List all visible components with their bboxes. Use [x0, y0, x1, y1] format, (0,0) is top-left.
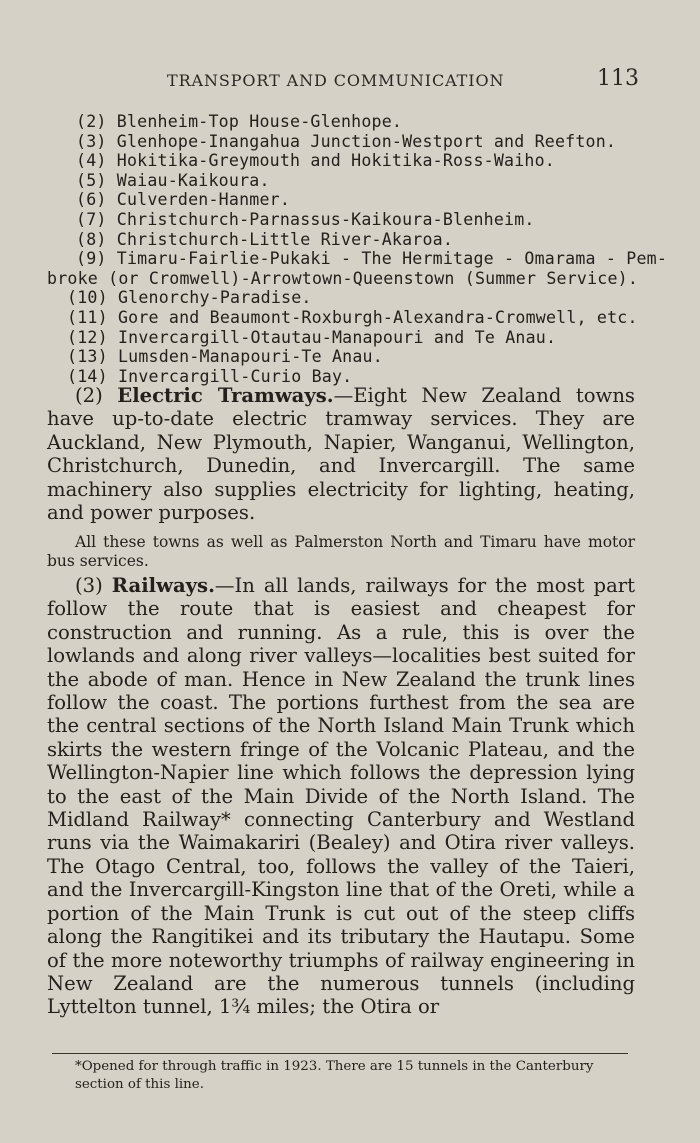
route-text: Waiau-Kaikoura. — [116, 170, 270, 190]
route-number: (11) — [67, 307, 108, 327]
route-text: Invercargill-Curio Bay. — [117, 366, 353, 386]
running-head: TRANSPORT AND COMMUNICATION — [167, 71, 505, 90]
page-number: 113 — [597, 66, 639, 91]
list-item — [47, 171, 637, 191]
route-number: (7) — [76, 209, 107, 229]
note-paragraph: All these towns as well as Palmerston North and Timaru have motor bus services. — [47, 533, 635, 570]
route-number: (12) — [67, 327, 108, 347]
route-line — [47, 249, 668, 269]
route-number: (6) — [76, 190, 107, 210]
route-text: Glenhope-Inangahua Junction-Westport and Reefton. — [116, 131, 617, 151]
section-heading: Railways. — [111, 574, 215, 597]
route-text: Lumsden-Manapouri-Te Anau. — [117, 347, 383, 367]
section-heading: Electric Tramways. — [117, 384, 334, 407]
list-item — [47, 210, 637, 230]
list-item — [47, 308, 637, 328]
route-list — [47, 112, 668, 386]
section-number: (3) — [75, 574, 103, 597]
route-text: Glenorchy-Paradise. — [117, 288, 312, 308]
route-number: (13) — [67, 347, 108, 367]
paragraph-text: —Eight New Zealand towns have up-to-date electric tramway services. They are Auckland, New Plymouth, Napier, Wanganui, Wellington, Christchurch, Dunedin, and Invercargill. The same machinery also supplies electricity for lighting, heating, and power purposes. — [47, 384, 635, 525]
route-number: (3) — [76, 131, 107, 151]
route-number: (8) — [76, 229, 107, 249]
footnote — [47, 1058, 635, 1094]
list-item — [47, 112, 637, 132]
route-text: Christchurch-Parnassus-Kaikoura-Blenheim. — [116, 209, 535, 229]
route-text: Invercargill-Otautau-Manapouri and Te Anau. — [117, 327, 557, 347]
route-number: (10) — [67, 288, 108, 308]
footnote-divider — [52, 1053, 628, 1055]
list-item — [47, 230, 637, 250]
route-text: Culverden-Hanmer. — [116, 190, 291, 210]
list-item — [47, 132, 637, 152]
route-text: Timaru-Fairlie-Pukaki - The Hermitage - Omarama - Pem- — [116, 249, 668, 269]
list-item — [47, 328, 637, 348]
page-header — [0, 66, 700, 96]
footnote-text: *Opened for through traffic in 1923. There are 15 tunnels in the Canterbury section of this line. — [75, 1059, 594, 1092]
route-number: (5) — [76, 170, 107, 190]
list-item — [47, 190, 637, 210]
route-number: (2) — [76, 112, 107, 131]
list-item — [47, 288, 637, 308]
paragraph-railways — [47, 574, 635, 1019]
route-number: (4) — [76, 151, 107, 171]
list-item — [47, 151, 637, 171]
route-text-continued: broke (or Cromwell)-Arrowtown-Queenstown (Summer Service). — [47, 268, 639, 288]
route-text: Blenheim-Top House-Glenhope. — [116, 112, 403, 131]
route-number: (9) — [76, 249, 107, 269]
list-item — [47, 249, 668, 288]
route-text: Gore and Beaumont-Roxburgh-Alexandra-Cromwell, etc. — [117, 307, 638, 327]
paragraph-text: —In all lands, railways for the most part follow the route that is easiest and cheapest for construction and running. As a rule, this is over the lowlands and along river valleys—localities best suited for the abode of man. Hence in New Zealand the trunk lines follow the coast. The portions furthest from the sea are the central sections of the North Island Main Trunk which skirts the western fringe of the Volcanic Plateau, and the Wellington-Napier line which follows the depression lying to the east of the Main Divide of the North Island. The Midland Railway* connecting Canterbury and Westland runs via the Waimakariri (Bealey) and Otira river valleys. The Otago Central, too, follows the valley of the Taieri, and the Invercargill-Kingston line that of the Oreti, while a portion of the Main Trunk is cut out of the steep cliffs along the Rangitikei and its tributary the Hautapu. Some of the more noteworthy triumphs of railway engineering in New Zealand are the numerous tunnels (including Lyttelton tunnel, 1¾ miles; the Otira or — [47, 574, 635, 1019]
route-text: Christchurch-Little River-Akaroa. — [116, 229, 454, 249]
route-text: Hokitika-Greymouth and Hokitika-Ross-Waiho. — [116, 151, 555, 171]
route-number: (14) — [67, 366, 108, 386]
paragraph-electric-tramways — [47, 384, 635, 524]
list-item — [47, 347, 637, 367]
section-number: (2) — [75, 384, 103, 407]
